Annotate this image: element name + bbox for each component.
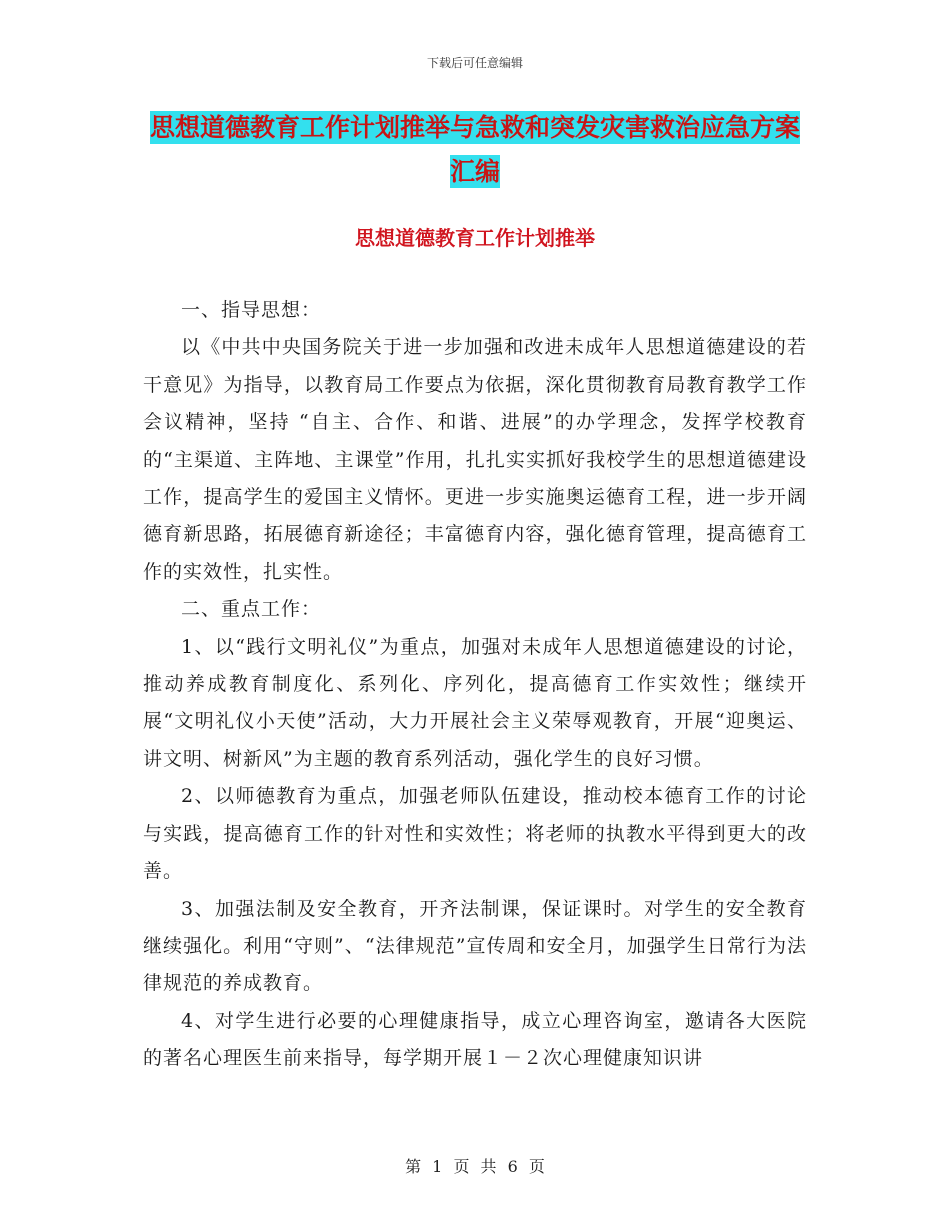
paragraph: 4、对学生进行必要的心理健康指导，成立心理咨询室，邀请各大医院的著名心理医生前来指导，每学期开展１－２次心理健康知识讲 bbox=[143, 1009, 807, 1070]
heading-key-work: 二、重点工作： bbox=[181, 598, 322, 621]
document-title bbox=[150, 106, 800, 194]
paragraph: 2、以师德教育为重点，加强老师队伍建设，推动校本德育工作的讨论与实践，提高德育工作的针对性和实效性；将老师的执教水平得到更大的改善。 bbox=[143, 785, 807, 883]
section-title: 思想道德教育工作计划推举 bbox=[355, 226, 595, 250]
header-note: 下载后可任意编辑 bbox=[426, 56, 523, 70]
document-title-text: 思想道德教育工作计划推举与急救和突发灾害救治应急方案汇编 bbox=[150, 113, 801, 186]
paragraph: 1、以“践行文明礼仪”为重点，加强对未成年人思想道德建设的讨论，推动养成教育制度化、系列化、序列化，提高德育工作实效性；继续开展“文明礼仪小天使”活动，大力开展社会主义荣辱观教育，开展“迎奥运、讲文明、树新风”为主题的教育系列活动，强化学生的良好习惯。 bbox=[143, 635, 807, 770]
paragraph: 3、加强法制及安全教育，开齐法制课，保证课时。对学生的安全教育继续强化。利用“守则”、“法律规范”宣传周和安全月，加强学生日常行为法律规范的养成教育。 bbox=[143, 897, 807, 995]
heading-guiding-ideology: 一、指导思想： bbox=[181, 299, 322, 321]
paragraph: 以《中共中央国务院关于进一步加强和改进未成年人思想道德建设的若干意见》为指导，以教育局工作要点为依据，深化贯彻教育局教育教学工作会议精神，坚持 “自主、合作、和谐、进展”的办学理念，发挥学校教育的“主渠道、主阵地、主课堂”作用，扎扎实实抓好我校学生的思想道德建设工作，提高学生的爱国主义情怀。更进一步实施奥运德育工程，进一步开阔德育新思路，拓展德育新途径；丰富德育内容，强化德育管理，提高德育工作的实效性，扎实性。 bbox=[143, 336, 807, 583]
page-footer: 第 1 页 共 6 页 bbox=[405, 1157, 545, 1176]
document-body bbox=[143, 292, 807, 1078]
